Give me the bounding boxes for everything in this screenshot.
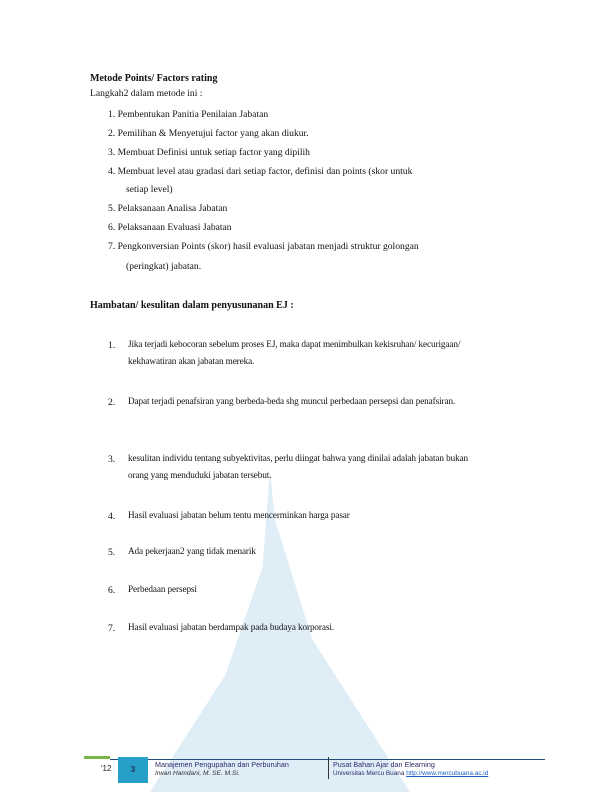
footer-author: Irwan Hamdani, M. SE. M.Si.	[155, 770, 240, 777]
obstacle-6-text: Perbedaan persepsi	[128, 584, 197, 594]
footer-course: Manajemen Pengupahan dan Perburuhan	[155, 760, 289, 769]
step-3: 3. Membuat Definisi untuk setiap factor yang dipilih	[108, 147, 310, 158]
footer-center: Pusat Bahan Ajar dan Elearning	[333, 760, 435, 769]
page-number: 3	[118, 757, 148, 783]
footer-divider	[328, 757, 329, 779]
footer-university-line	[333, 770, 488, 777]
obstacle-1-number: 1.	[108, 340, 116, 351]
obstacle-7-text: Hasil evaluasi jabatan berdampak pada budaya korporasi.	[128, 622, 334, 632]
step-4-cont: setiap level)	[126, 184, 173, 195]
obstacle-2-text: Dapat terjadi penafsiran yang berbeda-beda shg muncul perbedaan persepsi dan penafsiran.	[128, 396, 456, 406]
obstacle-3-text: kesulitan individu tentang subyektivitas, perlu diingat bahwa yang dinilai adalah jabatan bukan orang yang menduduki jabatan tersebut.	[128, 453, 469, 480]
footer-url-link[interactable]: http://www.mercubuana.ac.id	[406, 770, 489, 777]
section1-title: Metode Points/ Factors rating	[90, 73, 218, 84]
obstacle-6-number: 6.	[108, 585, 116, 596]
obstacle-5-number: 5.	[108, 547, 116, 558]
step-5: 5. Pelaksanaan Analisa Jabatan	[108, 203, 228, 214]
obstacle-2-number: 2.	[108, 397, 116, 408]
obstacle-7-number: 7.	[108, 623, 116, 634]
step-7-cont: (peringkat) jabatan.	[126, 261, 202, 272]
obstacle-4-number: 4.	[108, 511, 116, 522]
obstacle-4-text: Hasil evaluasi jabatan belum tentu mencerminkan harga pasar	[128, 510, 350, 520]
section1-intro: Langkah2 dalam metode ini :	[90, 88, 203, 99]
section2-title: Hambatan/ kesulitan dalam penyusunanan EJ :	[90, 300, 294, 311]
step-4: 4. Membuat level atau gradasi dari setiap factor, definisi dan points (skor untuk	[108, 166, 413, 177]
obstacle-5-text: Ada pekerjaan2 yang tidak menarik	[128, 546, 256, 556]
obstacle-3-number: 3.	[108, 454, 116, 465]
footer-year: '12	[101, 764, 112, 773]
step-1: 1. Pembentukan Panitia Penilaian Jabatan	[108, 109, 269, 120]
footer-university: Universitas Mercu Buana	[333, 770, 405, 777]
obstacle-1-text: Jika terjadi kebocoran sebelum proses EJ, maka dapat menimbulkan kekisruhan/ kecurigaan/ kekhawatiran akan jabatan mereka.	[128, 339, 461, 366]
footer-accent-bar	[84, 756, 110, 759]
step-2: 2. Pemilihan & Menyetujui factor yang akan diukur.	[108, 128, 309, 139]
step-7: 7. Pengkonversian Points (skor) hasil evaluasi jabatan menjadi struktur golongan	[108, 241, 419, 252]
step-6: 6. Pelaksanaan Evaluasi Jabatan	[108, 222, 232, 233]
